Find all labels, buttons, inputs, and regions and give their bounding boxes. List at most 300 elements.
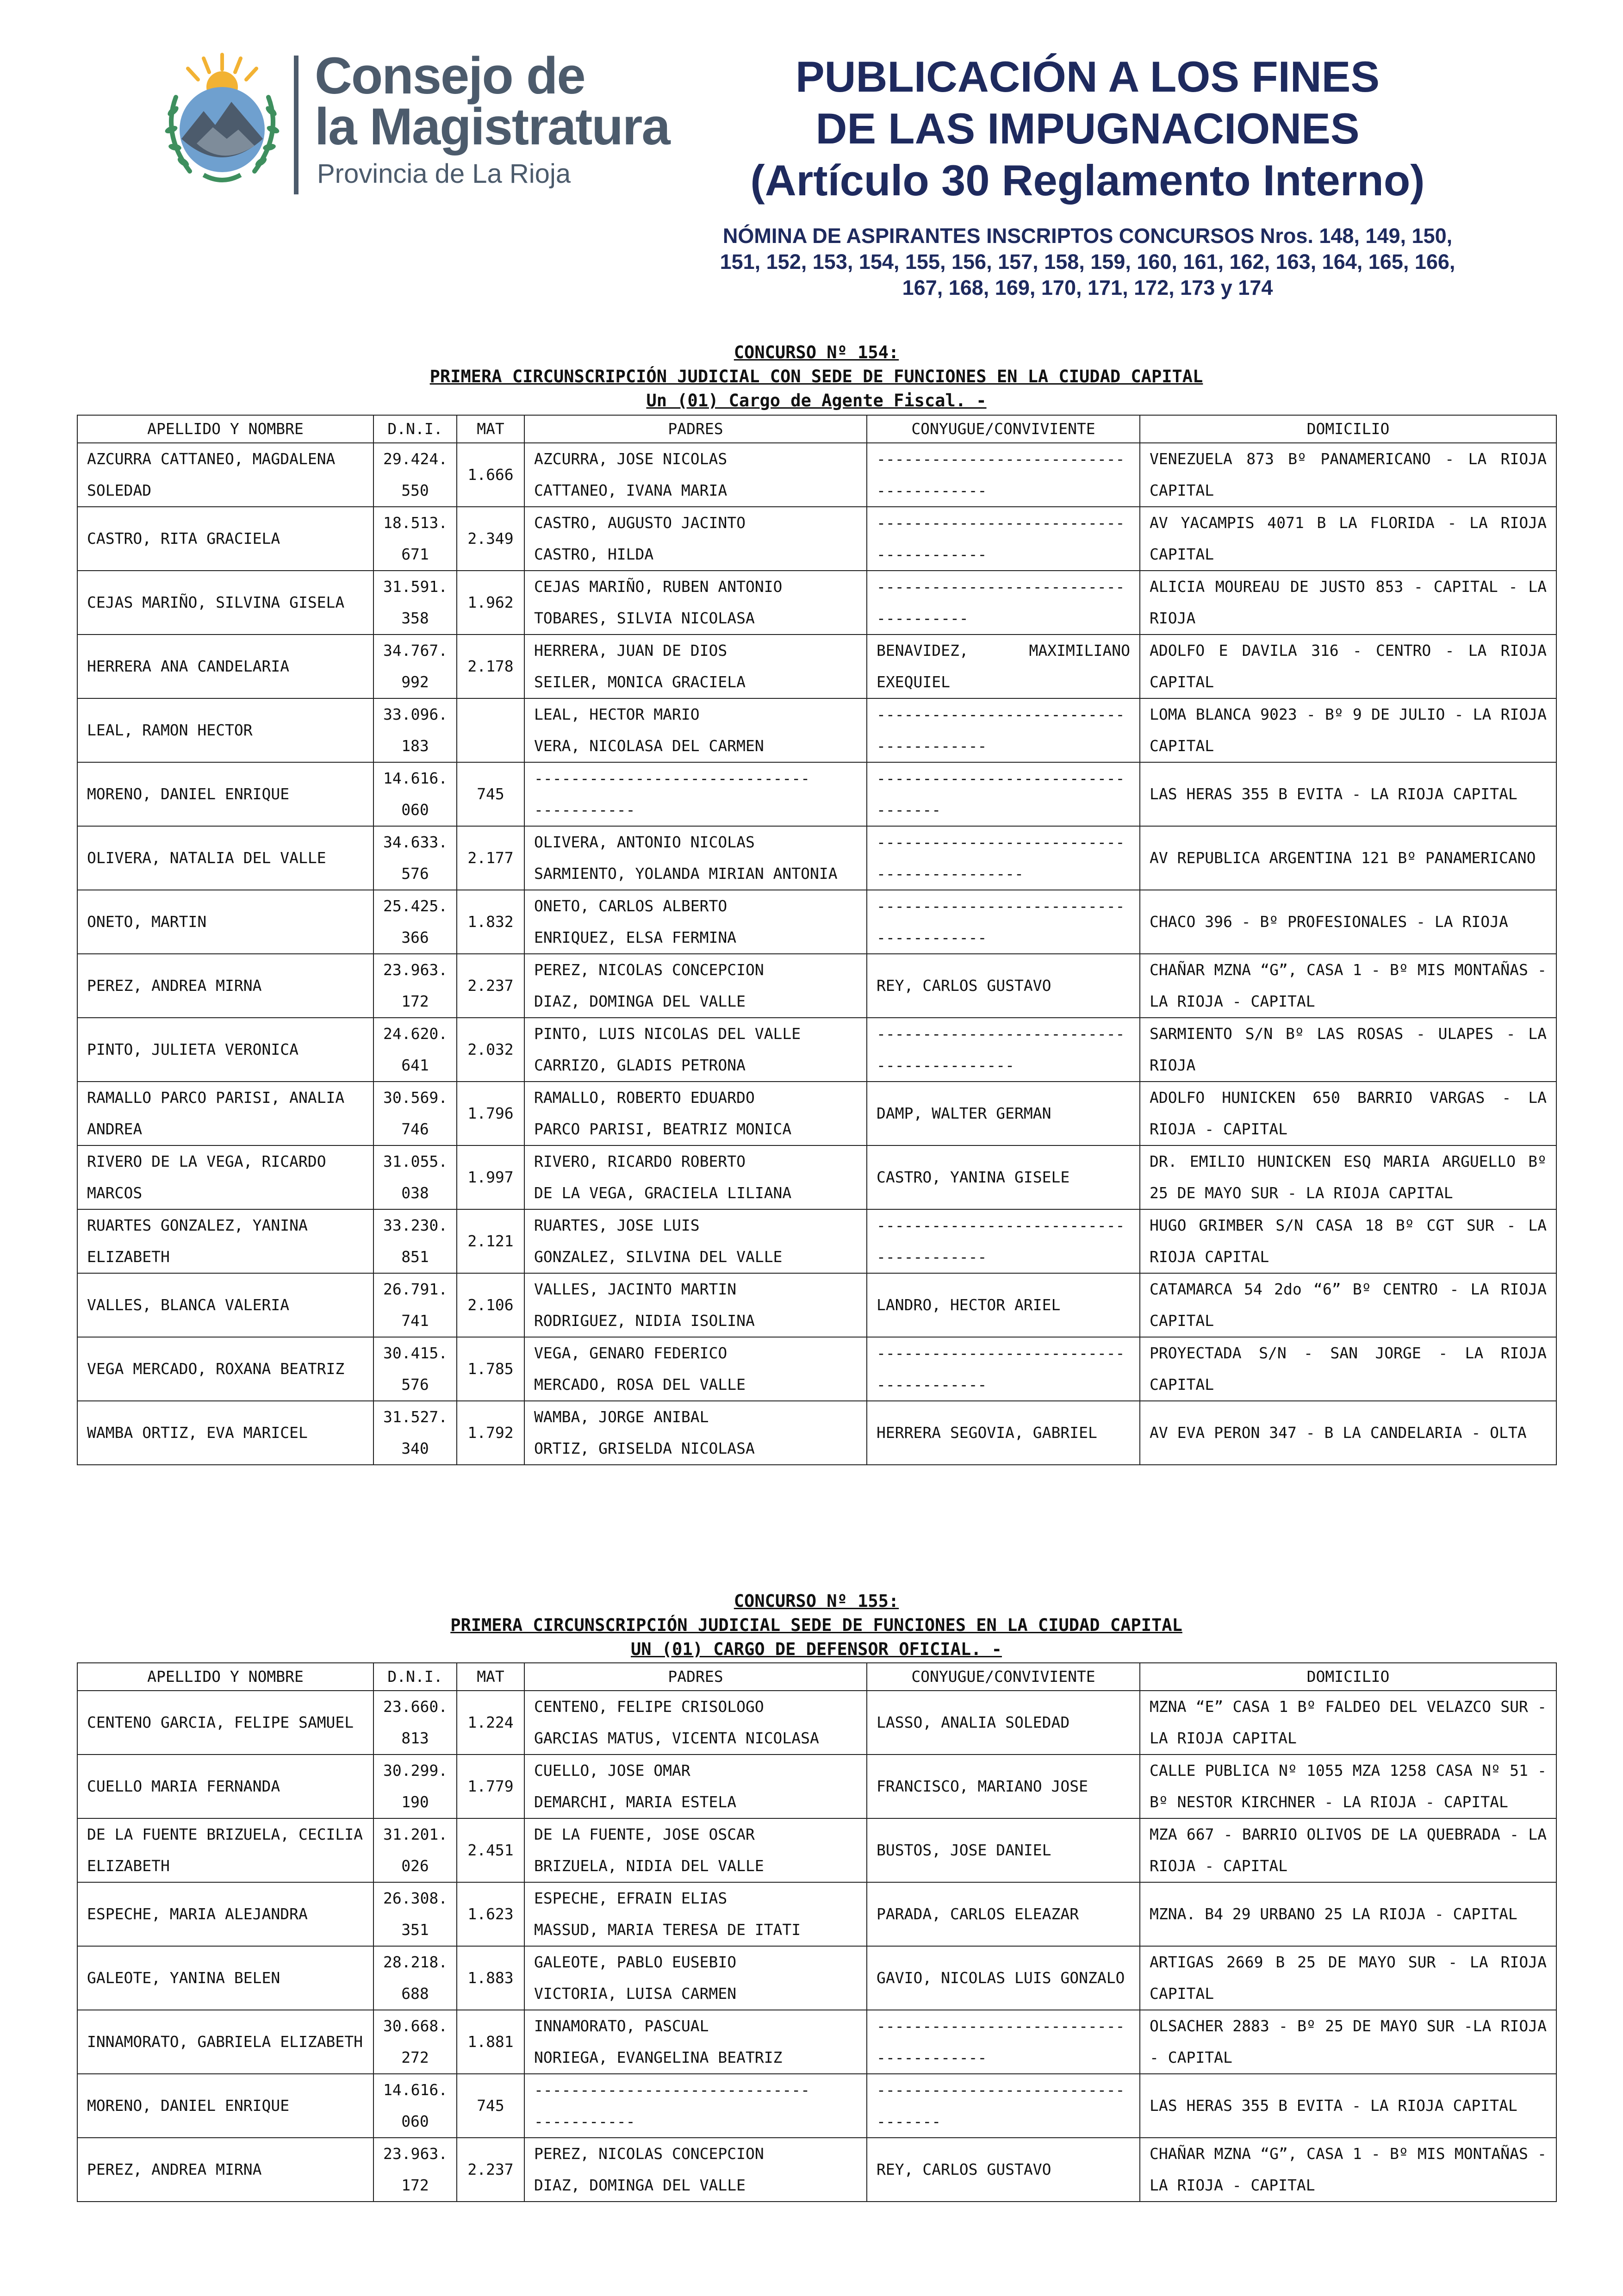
consejo-emblem-icon	[157, 51, 287, 190]
padres-cell	[524, 507, 867, 571]
padre-line: RIVERO, RICARDO ROBERTO	[534, 1152, 746, 1170]
mat-cell: 1.785	[457, 1337, 524, 1401]
dni-cell	[373, 1755, 457, 1818]
mat-cell: 2.032	[457, 1018, 524, 1082]
apellido-nombre-cell: RAMALLO PARCO PARISI, ANALIA ANDREA	[77, 1082, 373, 1145]
padres-cell	[524, 2074, 867, 2138]
dni-part: 340	[401, 1439, 429, 1457]
dni-cell	[373, 443, 457, 507]
padre-line: AZCURRA, JOSE NICOLAS	[534, 450, 728, 468]
domicilio-cell: MZNA. B4 29 URBANO 25 LA RIOJA - CAPITAL	[1140, 1882, 1556, 1946]
dni-part: 746	[401, 1120, 429, 1138]
conyugue-cell: CASTRO, YANINA GISELE	[867, 1145, 1140, 1209]
padre-line: PEREZ, NICOLAS CONCEPCION	[534, 2145, 764, 2163]
aspirante-row	[77, 1209, 1556, 1273]
conyugue-cell: ---------------------------------------	[867, 2010, 1140, 2074]
dni-cell	[373, 635, 457, 698]
padre-line: SARMIENTO, YOLANDA MIRIAN ANTONIA	[534, 865, 838, 883]
apellido-nombre-cell: CUELLO MARIA FERNANDA	[77, 1755, 373, 1818]
aspirante-row	[77, 1337, 1556, 1401]
padres-cell	[524, 1691, 867, 1755]
dni-cell	[373, 507, 457, 571]
mat-cell: 1.796	[457, 1082, 524, 1145]
mat-cell: 1.832	[457, 890, 524, 954]
dni-part: 358	[401, 609, 429, 627]
aspirante-row	[77, 954, 1556, 1018]
domicilio-cell: ALICIA MOUREAU DE JUSTO 853 - CAPITAL - LA RIOJA	[1140, 571, 1556, 635]
nomina-line: 151, 152, 153, 154, 155, 156, 157, 158, 159, 160, 161, 162, 163, 164, 165, 166,	[720, 250, 1455, 274]
nomina-heading	[676, 223, 1499, 301]
dni-part: 576	[401, 865, 429, 883]
dni-cell	[373, 1691, 457, 1755]
conyugue-cell: PARADA, CARLOS ELEAZAR	[867, 1882, 1140, 1946]
dni-part: 24.620.	[383, 1025, 448, 1043]
padre-line: VEGA, GENARO FEDERICO	[534, 1344, 728, 1362]
aspirante-row	[77, 826, 1556, 890]
dni-part: 026	[401, 1857, 429, 1875]
dni-cell	[373, 1273, 457, 1337]
padre-line: DE LA FUENTE, JOSE OSCAR	[534, 1825, 755, 1843]
dni-part: 34.767.	[383, 641, 448, 660]
dni-cell	[373, 571, 457, 635]
padre-line: CARRIZO, GLADIS PETRONA	[534, 1056, 746, 1074]
apellido-nombre-cell: VEGA MERCADO, ROXANA BEATRIZ	[77, 1337, 373, 1401]
conyugue-cell: -------------------------------------------	[867, 826, 1140, 890]
col-conyugue-header: CONYUGUE/CONVIVIENTE	[867, 1663, 1140, 1691]
dni-part: 851	[401, 1248, 429, 1266]
padre-line: -----------	[534, 801, 635, 819]
dni-part: 366	[401, 928, 429, 946]
padre-line: DIAZ, DOMINGA DEL VALLE	[534, 2176, 746, 2194]
col-mat-header: MAT	[457, 1663, 524, 1691]
dni-cell	[373, 698, 457, 762]
logo-text-line2: la Magistratura	[315, 98, 670, 156]
apellido-nombre-cell: CENTENO GARCIA, FELIPE SAMUEL	[77, 1691, 373, 1755]
padres-cell	[524, 1882, 867, 1946]
dni-part: 30.299.	[383, 1761, 448, 1780]
conyugue-cell: FRANCISCO, MARIANO JOSE	[867, 1755, 1140, 1818]
aspirante-row	[77, 762, 1556, 826]
apellido-nombre-cell: AZCURRA CATTANEO, MAGDALENA SOLEDAD	[77, 443, 373, 507]
padres-cell	[524, 1018, 867, 1082]
dni-part: 060	[401, 2112, 429, 2130]
domicilio-cell: CHACO 396 - Bº PROFESIONALES - LA RIOJA	[1140, 890, 1556, 954]
conyugue-cell: ------------------------------------------	[867, 1018, 1140, 1082]
padre-line: ESPECHE, EFRAIN ELIAS	[534, 1889, 728, 1907]
aspirante-row	[77, 2074, 1556, 2138]
apellido-nombre-cell: GALEOTE, YANINA BELEN	[77, 1946, 373, 2010]
padres-cell	[524, 635, 867, 698]
padre-line: -----------	[534, 2112, 635, 2130]
mat-cell: 1.224	[457, 1691, 524, 1755]
dni-part: 33.096.	[383, 705, 448, 723]
conyugue-cell: REY, CARLOS GUSTAVO	[867, 2138, 1140, 2202]
dni-cell	[373, 2138, 457, 2202]
mat-cell: 1.883	[457, 1946, 524, 2010]
padre-line: DIAZ, DOMINGA DEL VALLE	[534, 992, 746, 1010]
padre-line: VALLES, JACINTO MARTIN	[534, 1280, 737, 1298]
dni-cell	[373, 1018, 457, 1082]
padre-line: RAMALLO, ROBERTO EDUARDO	[534, 1089, 755, 1107]
logo-text-line1: Consejo de	[315, 47, 585, 105]
apellido-nombre-cell: PEREZ, ANDREA MIRNA	[77, 954, 373, 1018]
dni-cell	[373, 954, 457, 1018]
dni-part: 351	[401, 1921, 429, 1939]
dni-part: 190	[401, 1793, 429, 1811]
padre-line: RUARTES, JOSE LUIS	[534, 1216, 700, 1234]
apellido-nombre-cell: CASTRO, RITA GRACIELA	[77, 507, 373, 571]
padre-line: TOBARES, SILVIA NICOLASA	[534, 609, 755, 627]
aspirante-row	[77, 1755, 1556, 1818]
dni-part: 31.201.	[383, 1825, 448, 1843]
col-dni-header: D.N.I.	[373, 415, 457, 443]
conyugue-cell: -------------------------------------	[867, 571, 1140, 635]
mat-cell: 2.178	[457, 635, 524, 698]
mat-cell: 1.997	[457, 1145, 524, 1209]
aspirante-row	[77, 443, 1556, 507]
dni-part: 25.425.	[383, 897, 448, 915]
aspirante-row	[77, 1691, 1556, 1755]
dni-part: 172	[401, 992, 429, 1010]
domicilio-cell: DR. EMILIO HUNICKEN ESQ MARIA ARGUELLO Bº 25 DE MAYO SUR - LA RIOJA CAPITAL	[1140, 1145, 1556, 1209]
apellido-nombre-cell: DE LA FUENTE BRIZUELA, CECILIA ELIZABETH	[77, 1818, 373, 1882]
apellido-nombre-cell: OLIVERA, NATALIA DEL VALLE	[77, 826, 373, 890]
domicilio-cell: HUGO GRIMBER S/N CASA 18 Bº CGT SUR - LA RIOJA CAPITAL	[1140, 1209, 1556, 1273]
padres-cell	[524, 1337, 867, 1401]
conyugue-cell: REY, CARLOS GUSTAVO	[867, 954, 1140, 1018]
dni-part: 23.660.	[383, 1698, 448, 1716]
dni-part: 30.415.	[383, 1344, 448, 1362]
aspirante-row	[77, 1145, 1556, 1209]
nomina-line: NÓMINA DE ASPIRANTES INSCRIPTOS CONCURSOS Nros. 148, 149, 150,	[722, 224, 1453, 248]
aspirante-row	[77, 1082, 1556, 1145]
dni-part: 14.616.	[383, 2081, 448, 2099]
padre-line: OLIVERA, ANTONIO NICOLAS	[534, 833, 755, 851]
mat-cell: 1.666	[457, 443, 524, 507]
apellido-nombre-cell: HERRERA ANA CANDELARIA	[77, 635, 373, 698]
mat-cell: 2.121	[457, 1209, 524, 1273]
domicilio-cell: AV YACAMPIS 4071 B LA FLORIDA - LA RIOJA CAPITAL	[1140, 507, 1556, 571]
aspirante-row	[77, 2010, 1556, 2074]
padres-cell	[524, 826, 867, 890]
padres-cell	[524, 1818, 867, 1882]
domicilio-cell: ADOLFO E DAVILA 316 - CENTRO - LA RIOJA CAPITAL	[1140, 635, 1556, 698]
dni-cell	[373, 1946, 457, 2010]
mat-cell: 1.779	[457, 1755, 524, 1818]
dni-part: 172	[401, 2176, 429, 2194]
apellido-nombre-cell: WAMBA ORTIZ, EVA MARICEL	[77, 1401, 373, 1465]
aspirante-row	[77, 635, 1556, 698]
domicilio-cell: LAS HERAS 355 B EVITA - LA RIOJA CAPITAL	[1140, 762, 1556, 826]
concurso-155-table	[77, 1662, 1557, 2202]
mat-cell: 745	[457, 762, 524, 826]
dni-part: 813	[401, 1729, 429, 1747]
padre-line: INNAMORATO, PASCUAL	[534, 2017, 709, 2035]
apellido-nombre-cell: RIVERO DE LA VEGA, RICARDO MARCOS	[77, 1145, 373, 1209]
mat-cell: 1.792	[457, 1401, 524, 1465]
dni-part: 14.616.	[383, 769, 448, 787]
dni-part: 33.230.	[383, 1216, 448, 1234]
concurso-title: CONCURSO Nº 155:	[734, 1591, 899, 1611]
col-dni-header: D.N.I.	[373, 1663, 457, 1691]
padre-line: PEREZ, NICOLAS CONCEPCION	[534, 961, 764, 979]
dni-part: 30.668.	[383, 2017, 448, 2035]
col-mat-header: MAT	[457, 415, 524, 443]
padre-line: ------------------------------	[534, 2081, 810, 2099]
dni-cell	[373, 1818, 457, 1882]
aspirante-row	[77, 1401, 1556, 1465]
dni-cell	[373, 1882, 457, 1946]
dni-part: 34.633.	[383, 833, 448, 851]
padre-line: ------------------------------	[534, 769, 810, 787]
dni-part: 060	[401, 801, 429, 819]
dni-part: 26.791.	[383, 1280, 448, 1298]
dni-part: 23.963.	[383, 2145, 448, 2163]
aspirante-row	[77, 1018, 1556, 1082]
col-padres-header: PADRES	[524, 1663, 867, 1691]
padre-line: SEILER, MONICA GRACIELA	[534, 673, 746, 691]
consejo-logo	[157, 46, 670, 199]
conyugue-cell: ----------------------------------	[867, 2074, 1140, 2138]
dni-part: 272	[401, 2048, 429, 2066]
domicilio-cell: PROYECTADA S/N - SAN JORGE - LA RIOJA CAPITAL	[1140, 1337, 1556, 1401]
logo-divider	[294, 56, 298, 194]
table-header-row	[77, 415, 1556, 443]
dni-cell	[373, 890, 457, 954]
apellido-nombre-cell: CEJAS MARIÑO, SILVINA GISELA	[77, 571, 373, 635]
apellido-nombre-cell: LEAL, RAMON HECTOR	[77, 698, 373, 762]
padre-line: CATTANEO, IVANA MARIA	[534, 481, 728, 499]
padre-line: VICTORIA, LUISA CARMEN	[534, 1985, 737, 2003]
padre-line: LEAL, HECTOR MARIO	[534, 705, 700, 723]
padre-line: ENRIQUEZ, ELSA FERMINA	[534, 928, 737, 946]
mat-cell: 2.237	[457, 2138, 524, 2202]
mat-cell: 2.349	[457, 507, 524, 571]
conyugue-cell: ---------------------------------------	[867, 1209, 1140, 1273]
concurso-cargo: UN (01) CARGO DE DEFENSOR OFICIAL. -	[631, 1639, 1002, 1659]
conyugue-cell: ---------------------------------------	[867, 1337, 1140, 1401]
domicilio-cell: VENEZUELA 873 Bº PANAMERICANO - LA RIOJA CAPITAL	[1140, 443, 1556, 507]
aspirante-row	[77, 890, 1556, 954]
domicilio-cell: OLSACHER 2883 - Bº 25 DE MAYO SUR -LA RIOJA - CAPITAL	[1140, 2010, 1556, 2074]
dni-part: 30.569.	[383, 1089, 448, 1107]
padre-line: WAMBA, JORGE ANIBAL	[534, 1408, 709, 1426]
concurso-subtitle: PRIMERA CIRCUNSCRIPCIÓN JUDICIAL CON SEDE DE FUNCIONES EN LA CIUDAD CAPITAL	[429, 367, 1203, 386]
padre-line: ONETO, CARLOS ALBERTO	[534, 897, 728, 915]
apellido-nombre-cell: MORENO, DANIEL ENRIQUE	[77, 762, 373, 826]
conyugue-cell: ---------------------------------------	[867, 443, 1140, 507]
padre-line: PARCO PARISI, BEATRIZ MONICA	[534, 1120, 792, 1138]
padres-cell	[524, 2010, 867, 2074]
dni-part: 31.591.	[383, 578, 448, 596]
padres-cell	[524, 2138, 867, 2202]
padre-line: DEMARCHI, MARIA ESTELA	[534, 1793, 737, 1811]
conyugue-cell: LASSO, ANALIA SOLEDAD	[867, 1691, 1140, 1755]
domicilio-cell: AV EVA PERON 347 - B LA CANDELARIA - OLTA	[1140, 1401, 1556, 1465]
padres-cell	[524, 762, 867, 826]
padres-cell	[524, 1946, 867, 2010]
padre-line: VERA, NICOLASA DEL CARMEN	[534, 737, 764, 755]
padre-line: PINTO, LUIS NICOLAS DEL VALLE	[534, 1025, 801, 1043]
domicilio-cell: ARTIGAS 2669 B 25 DE MAYO SUR - LA RIOJA CAPITAL	[1140, 1946, 1556, 2010]
dni-part: 26.308.	[383, 1889, 448, 1907]
padres-cell	[524, 954, 867, 1018]
aspirante-row	[77, 1946, 1556, 2010]
publication-title-line: (Artículo 30 Reglamento Interno)	[750, 156, 1425, 205]
conyugue-cell: ----------------------------------	[867, 762, 1140, 826]
apellido-nombre-cell: ESPECHE, MARIA ALEJANDRA	[77, 1882, 373, 1946]
dni-cell	[373, 1401, 457, 1465]
padres-cell	[524, 571, 867, 635]
conyugue-cell: DAMP, WALTER GERMAN	[867, 1082, 1140, 1145]
padre-line: MERCADO, ROSA DEL VALLE	[534, 1375, 746, 1394]
padre-line: GARCIAS MATUS, VICENTA NICOLASA	[534, 1729, 819, 1747]
padre-line: CEJAS MARIÑO, RUBEN ANTONIO	[534, 578, 783, 596]
nomina-line: 167, 168, 169, 170, 171, 172, 173 y 174	[902, 276, 1273, 299]
conyugue-cell: ---------------------------------------	[867, 698, 1140, 762]
aspirante-row	[77, 507, 1556, 571]
dni-part: 641	[401, 1056, 429, 1074]
concurso-155-heading	[77, 1589, 1556, 1661]
publication-title-line: DE LAS IMPUGNACIONES	[815, 104, 1360, 153]
aspirante-row	[77, 2138, 1556, 2202]
domicilio-cell: MZA 667 - BARRIO OLIVOS DE LA QUEBRADA - LA RIOJA - CAPITAL	[1140, 1818, 1556, 1882]
apellido-nombre-cell: ONETO, MARTIN	[77, 890, 373, 954]
padres-cell	[524, 890, 867, 954]
mat-cell: 2.237	[457, 954, 524, 1018]
mat-cell	[457, 698, 524, 762]
aspirante-row	[77, 1818, 1556, 1882]
dni-part: 28.218.	[383, 1953, 448, 1971]
dni-cell	[373, 762, 457, 826]
padres-cell	[524, 1209, 867, 1273]
conyugue-cell: GAVIO, NICOLAS LUIS GONZALO	[867, 1946, 1140, 2010]
padre-line: MASSUD, MARIA TERESA DE ITATI	[534, 1921, 801, 1939]
dni-cell	[373, 1145, 457, 1209]
padres-cell	[524, 443, 867, 507]
col-conyugue-header: CONYUGUE/CONVIVIENTE	[867, 415, 1140, 443]
apellido-nombre-cell: PEREZ, ANDREA MIRNA	[77, 2138, 373, 2202]
dni-part: 576	[401, 1375, 429, 1394]
dni-part: 741	[401, 1312, 429, 1330]
dni-cell	[373, 826, 457, 890]
dni-part: 31.055.	[383, 1152, 448, 1170]
conyugue-cell: LANDRO, HECTOR ARIEL	[867, 1273, 1140, 1337]
apellido-nombre-cell: MORENO, DANIEL ENRIQUE	[77, 2074, 373, 2138]
padre-line: GONZALEZ, SILVINA DEL VALLE	[534, 1248, 783, 1266]
apellido-nombre-cell: VALLES, BLANCA VALERIA	[77, 1273, 373, 1337]
conyugue-cell: HERRERA SEGOVIA, GABRIEL	[867, 1401, 1140, 1465]
dni-cell	[373, 2010, 457, 2074]
aspirante-row	[77, 1882, 1556, 1946]
apellido-nombre-cell: INNAMORATO, GABRIELA ELIZABETH	[77, 2010, 373, 2074]
dni-part: 038	[401, 1184, 429, 1202]
domicilio-cell: CALLE PUBLICA Nº 1055 MZA 1258 CASA Nº 51 - Bº NESTOR KIRCHNER - LA RIOJA - CAPITAL	[1140, 1755, 1556, 1818]
col-domicilio-header: DOMICILIO	[1140, 415, 1556, 443]
dni-part: 550	[401, 481, 429, 499]
mat-cell: 2.106	[457, 1273, 524, 1337]
dni-cell	[373, 1337, 457, 1401]
domicilio-cell: CHAÑAR MZNA “G”, CASA 1 - Bº MIS MONTAÑAS - LA RIOJA - CAPITAL	[1140, 2138, 1556, 2202]
domicilio-cell: SARMIENTO S/N Bº LAS ROSAS - ULAPES - LA RIOJA	[1140, 1018, 1556, 1082]
mat-cell: 1.881	[457, 2010, 524, 2074]
apellido-nombre-cell: RUARTES GONZALEZ, YANINA ELIZABETH	[77, 1209, 373, 1273]
mat-cell: 1.962	[457, 571, 524, 635]
concurso-cargo: Un (01) Cargo de Agente Fiscal. -	[646, 391, 987, 411]
padre-line: CASTRO, HILDA	[534, 545, 654, 563]
mat-cell: 2.451	[457, 1818, 524, 1882]
padres-cell	[524, 1401, 867, 1465]
conyugue-cell: ---------------------------------------	[867, 507, 1140, 571]
conyugue-cell: BUSTOS, JOSE DANIEL	[867, 1818, 1140, 1882]
padre-line: BRIZUELA, NIDIA DEL VALLE	[534, 1857, 764, 1875]
col-padres-header: PADRES	[524, 415, 867, 443]
table-header-row	[77, 1663, 1556, 1691]
domicilio-cell: LAS HERAS 355 B EVITA - LA RIOJA CAPITAL	[1140, 2074, 1556, 2138]
dni-cell	[373, 1082, 457, 1145]
dni-part: 688	[401, 1985, 429, 2003]
padre-line: DE LA VEGA, GRACIELA LILIANA	[534, 1184, 792, 1202]
padres-cell	[524, 1273, 867, 1337]
dni-part: 992	[401, 673, 429, 691]
publication-title	[657, 51, 1518, 206]
padres-cell	[524, 698, 867, 762]
concurso-subtitle: PRIMERA CIRCUNSCRIPCIÓN JUDICIAL SEDE DE FUNCIONES EN LA CIUDAD CAPITAL	[450, 1615, 1182, 1635]
padre-line: CASTRO, AUGUSTO JACINTO	[534, 514, 746, 532]
publication-title-line: PUBLICACIÓN A LOS FINES	[795, 52, 1380, 101]
mat-cell: 1.623	[457, 1882, 524, 1946]
padre-line: HERRERA, JUAN DE DIOS	[534, 641, 728, 660]
domicilio-cell: LOMA BLANCA 9023 - Bº 9 DE JULIO - LA RIOJA CAPITAL	[1140, 698, 1556, 762]
mat-cell: 745	[457, 2074, 524, 2138]
padre-line: GALEOTE, PABLO EUSEBIO	[534, 1953, 737, 1971]
aspirante-row	[77, 1273, 1556, 1337]
domicilio-cell: MZNA “E” CASA 1 Bº FALDEO DEL VELAZCO SUR - LA RIOJA CAPITAL	[1140, 1691, 1556, 1755]
dni-part: 183	[401, 737, 429, 755]
aspirante-row	[77, 698, 1556, 762]
dni-part: 29.424.	[383, 450, 448, 468]
col-apellido-nombre-header: APELLIDO Y NOMBRE	[77, 1663, 373, 1691]
padres-cell	[524, 1755, 867, 1818]
domicilio-cell: ADOLFO HUNICKEN 650 BARRIO VARGAS - LA RIOJA - CAPITAL	[1140, 1082, 1556, 1145]
padres-cell	[524, 1082, 867, 1145]
concurso-title: CONCURSO Nº 154:	[734, 342, 899, 362]
dni-cell	[373, 1209, 457, 1273]
padre-line: RODRIGUEZ, NIDIA ISOLINA	[534, 1312, 755, 1330]
domicilio-cell: CATAMARCA 54 2do “6” Bº CENTRO - LA RIOJA CAPITAL	[1140, 1273, 1556, 1337]
dni-cell	[373, 2074, 457, 2138]
padre-line: CUELLO, JOSE OMAR	[534, 1761, 690, 1780]
concurso-154-heading	[77, 341, 1556, 413]
conyugue-cell: ---------------------------------------	[867, 890, 1140, 954]
dni-part: 31.527.	[383, 1408, 448, 1426]
apellido-nombre-cell: PINTO, JULIETA VERONICA	[77, 1018, 373, 1082]
padres-cell	[524, 1145, 867, 1209]
dni-part: 671	[401, 545, 429, 563]
dni-part: 18.513.	[383, 514, 448, 532]
concurso-154-table	[77, 415, 1557, 1465]
aspirante-row	[77, 571, 1556, 635]
padre-line: CENTENO, FELIPE CRISOLOGO	[534, 1698, 764, 1716]
padre-line: ORTIZ, GRISELDA NICOLASA	[534, 1439, 755, 1457]
col-apellido-nombre-header: APELLIDO Y NOMBRE	[77, 415, 373, 443]
logo-text-line3: Provincia de La Rioja	[317, 159, 571, 189]
dni-part: 23.963.	[383, 961, 448, 979]
mat-cell: 2.177	[457, 826, 524, 890]
domicilio-cell: CHAÑAR MZNA “G”, CASA 1 - Bº MIS MONTAÑAS - LA RIOJA - CAPITAL	[1140, 954, 1556, 1018]
padre-line: NORIEGA, EVANGELINA BEATRIZ	[534, 2048, 783, 2066]
conyugue-cell: BENAVIDEZ, MAXIMILIANO EXEQUIEL	[867, 635, 1140, 698]
